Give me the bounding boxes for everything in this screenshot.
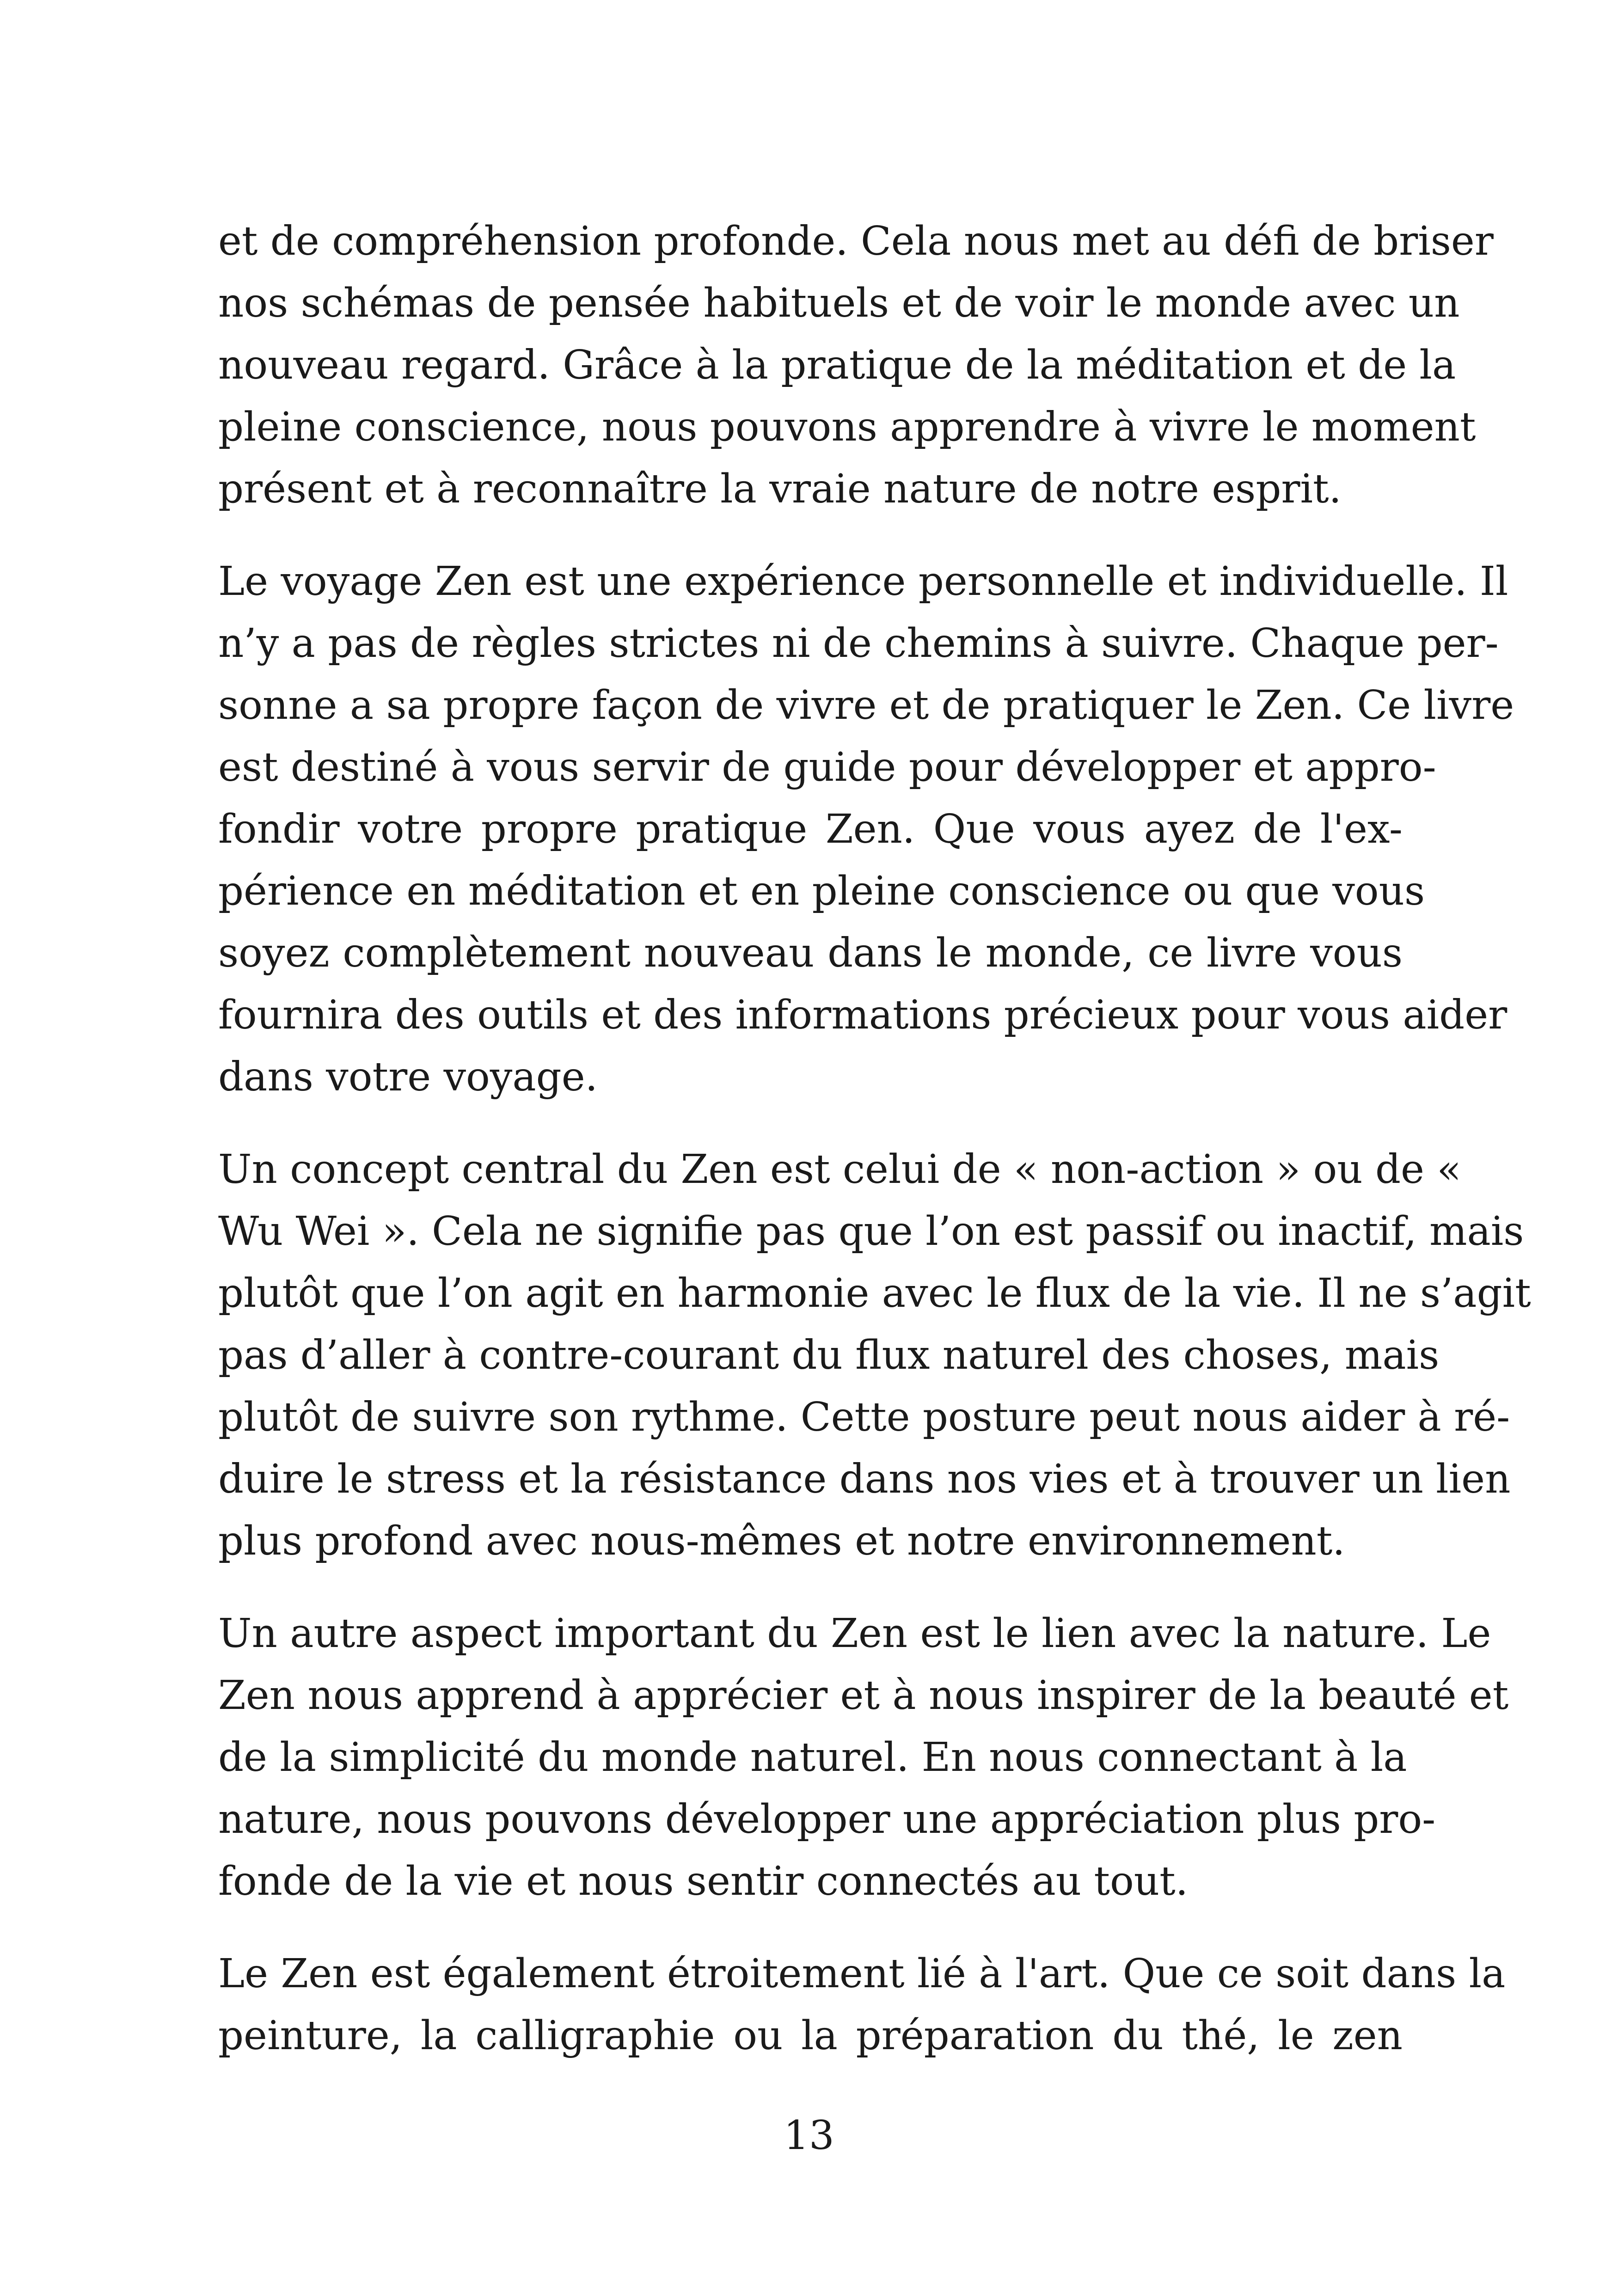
- text-line: sonne a sa propre façon de vivre et de pratiquer le Zen. Ce livre: [218, 682, 1514, 729]
- text-line: et de compréhension profonde. Cela nous met au défi de briser: [218, 218, 1494, 264]
- paragraph-3: [218, 1139, 1531, 1572]
- text-line: dans votre voyage.: [218, 1054, 598, 1100]
- text-line: fonde de la vie et nous sentir connectés au tout.: [218, 1858, 1189, 1904]
- text-line: plutôt que l’on agit en harmonie avec le flux de la vie. Il ne s’agit: [218, 1270, 1531, 1316]
- body-text: [218, 210, 1531, 2097]
- text-line: pas d’aller à contre-courant du flux naturel des choses, mais: [218, 1332, 1440, 1378]
- text-line: Wu Wei ». Cela ne signifie pas que l’on est passif ou inactif, mais: [218, 1208, 1524, 1255]
- text-line: soyez complètement nouveau dans le monde, ce livre vous: [218, 930, 1403, 976]
- text-line: fondir votre propre pratique Zen. Que vous ayez de l'ex-: [218, 806, 1403, 852]
- text-line: Zen nous apprend à apprécier et à nous inspirer de la beauté et: [218, 1672, 1509, 1719]
- text-line: est destiné à vous servir de guide pour développer et appro-: [218, 744, 1436, 790]
- text-line: fournira des outils et des informations précieux pour vous aider: [218, 992, 1508, 1038]
- text-line: présent et à reconnaître la vraie nature de notre esprit.: [218, 466, 1342, 512]
- text-line: n’y a pas de règles strictes ni de chemins à suivre. Chaque per-: [218, 620, 1499, 667]
- text-line: nouveau regard. Grâce à la pratique de la méditation et de la: [218, 342, 1456, 388]
- text-line: de la simplicité du monde naturel. En nous connectant à la: [218, 1734, 1407, 1781]
- text-line: plus profond avec nous-mêmes et notre environnement.: [218, 1518, 1345, 1564]
- text-line: Un concept central du Zen est celui de « non-action » ou de «: [218, 1146, 1461, 1193]
- paragraph-2: [218, 551, 1514, 1108]
- text-line: périence en méditation et en pleine conscience ou que vous: [218, 868, 1425, 914]
- text-line: peinture, la calligraphie ou la préparation du thé, le zen: [218, 2013, 1403, 2059]
- text-line: pleine conscience, nous pouvons apprendre à vivre le moment: [218, 404, 1476, 450]
- text-line: nos schémas de pensée habituels et de voir le monde avec un: [218, 280, 1460, 326]
- text-line: Un autre aspect important du Zen est le lien avec la nature. Le: [218, 1610, 1491, 1657]
- page-number: 13: [784, 2112, 834, 2159]
- paragraph-4: [218, 1603, 1509, 1912]
- paragraph-5: [218, 1943, 1506, 2067]
- paragraph-1: [218, 210, 1494, 520]
- text-line: plutôt de suivre son rythme. Cette posture peut nous aider à ré-: [218, 1394, 1510, 1440]
- text-line: Le voyage Zen est une expérience personnelle et individuelle. Il: [218, 558, 1508, 605]
- text-line: Le Zen est également étroitement lié à l'art. Que ce soit dans la: [218, 1951, 1506, 1997]
- text-line: duire le stress et la résistance dans nos vies et à trouver un lien: [218, 1456, 1511, 1502]
- text-line: nature, nous pouvons développer une appréciation plus pro-: [218, 1796, 1436, 1843]
